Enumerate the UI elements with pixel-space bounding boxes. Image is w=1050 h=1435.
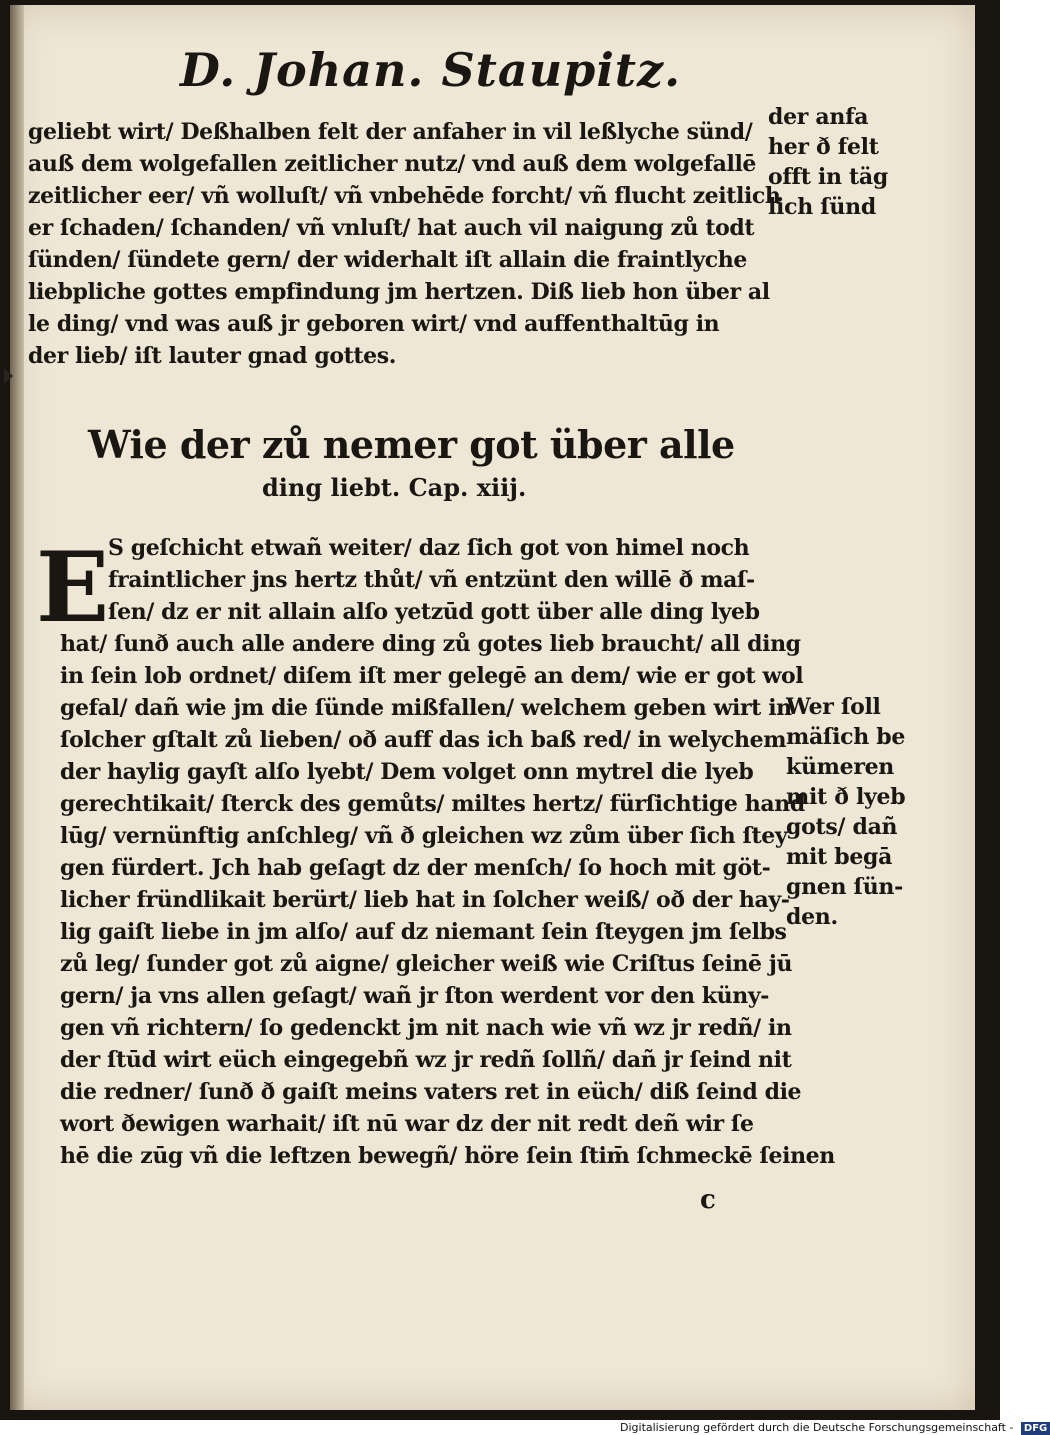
text-line: der haylig gayſt alſo lyebt/ Dem volget onn mytrel die lyeb — [60, 759, 754, 785]
text-line: liebpliche gottes empfindung jm hertzen. Diß lieb hon über al — [28, 279, 770, 305]
margin-note-line: gots/ dañ — [786, 814, 898, 840]
text-line: fraintlicher jns hertz thůt/ vñ entzünt den willē ð maſ- — [108, 567, 755, 593]
text-line: hat/ ſunð auch alle andere ding zů gotes lieb braucht/ all ding — [60, 631, 801, 657]
text-line: gern/ ja vns allen geſagt/ wañ jr ſton werdent vor den küny- — [60, 983, 769, 1009]
text-line: gefal/ dañ wie jm die ſünde mißfallen/ welchem geben wirt in — [60, 695, 792, 721]
text-line: in ſein lob ordnet/ diſem iſt mer gelegē an dem/ wie er got wol — [60, 663, 804, 689]
credit-text: Digitalisierung gefördert durch die Deutsche Forschungsgemeinschaft - — [620, 1421, 1014, 1434]
margin-note-line: Wer ſoll — [786, 694, 881, 720]
text-line: licher fründlikait berürt/ lieb hat in ſolcher weiß/ oð der hay- — [60, 887, 790, 913]
text-line: gen fürdert. Jch hab geſagt dz der menſch/ ſo hoch mit göt- — [60, 855, 771, 881]
margin-pointer-mark — [4, 368, 13, 384]
chapter-heading: Wie der zů nemer got über alle — [88, 422, 735, 467]
text-line: lig gaiſt liebe in jm alſo/ auf dz niemant ſein ſteygen jm ſelbs — [60, 919, 787, 945]
margin-note-line: gnen ſün- — [786, 874, 903, 900]
digitization-credit — [620, 1420, 1048, 1435]
margin-note-line: mit ð lyeb — [786, 784, 906, 810]
text-line: zů leg/ ſunder got zů aigne/ gleicher weiß wie Criſtus ſeinē jū — [60, 951, 793, 977]
margin-note-line: her ð felt — [768, 134, 879, 160]
text-line: le ding/ vnd was auß jr geboren wirt/ vnd auffenthaltūg in — [28, 311, 720, 337]
text-line: geliebt wirt/ Deßhalben felt der anfaher in vil leßlyche sünd/ — [28, 119, 753, 145]
text-line: die redner/ ſunð ð gaiſt meins vaters ret in eüch/ diß ſeind die — [60, 1079, 802, 1105]
text-line: ſolcher gſtalt zů lieben/ oð auff das ich baß red/ in welychem — [60, 727, 787, 753]
text-line: er ſchaden/ ſchanden/ vñ vnluſt/ hat auch vil naigung zů todt — [28, 215, 755, 241]
text-line: zeitlicher eer/ vñ wolluſt/ vñ vnbehēde forcht/ vñ flucht zeitlich — [28, 183, 781, 209]
page-binding-edge — [10, 5, 24, 1410]
margin-note-line: mäſich be — [786, 724, 906, 750]
text-line: der lieb/ iſt lauter gnad gottes. — [28, 343, 396, 369]
margin-note-line: den. — [786, 904, 838, 930]
margin-note-line: kümeren — [786, 754, 894, 780]
text-line: wort ðewigen warhait/ iſt nū war dz der nit redt deñ wir ſe — [60, 1111, 754, 1137]
chapter-subheading: ding liebt. Cap. xiij. — [262, 473, 527, 502]
margin-note-line: offt in täg — [768, 164, 888, 190]
text-line: lūg/ vernünftig anſchleg/ vñ ð gleichen wz zům über ſich ſtey — [60, 823, 788, 849]
running-header: D. Johan. Staupitz. — [180, 43, 682, 97]
margin-note-line: lich ſünd — [768, 194, 876, 220]
decorated-initial: E — [36, 531, 110, 644]
text-line: S geſchicht etwañ weiter/ daz ſich got von himel noch — [108, 535, 750, 561]
margin-note-line: der anfa — [768, 104, 869, 130]
text-line: gen vñ richtern/ ſo gedenckt jm nit nach wie vñ wz jr redñ/ in — [60, 1015, 792, 1041]
text-line: auß dem wolgefallen zeitlicher nutz/ vnd auß dem wolgefallē — [28, 151, 757, 177]
text-line: ſen/ dz er nit allain alſo yetzūd gott über alle ding lyeb — [108, 599, 760, 625]
margin-note-line: mit begā — [786, 844, 893, 870]
dfg-logo: DFG — [1021, 1422, 1050, 1435]
text-line: ſünden/ ſündete gern/ der widerhalt iſt allain die fraintlyche — [28, 247, 747, 273]
signature-mark: c — [700, 1185, 716, 1215]
text-line: gerechtikait/ ſterck des gemůts/ miltes hertz/ fürſichtige hand — [60, 791, 805, 817]
text-line: hē die zūg vñ die leftzen bewegñ/ höre ſein ſtim̄ ſchmeckē ſeinen — [60, 1143, 835, 1169]
text-line: der ſtūd wirt eüch eingegebñ wz jr redñ ſollñ/ dañ jr ſeind nit — [60, 1047, 792, 1073]
